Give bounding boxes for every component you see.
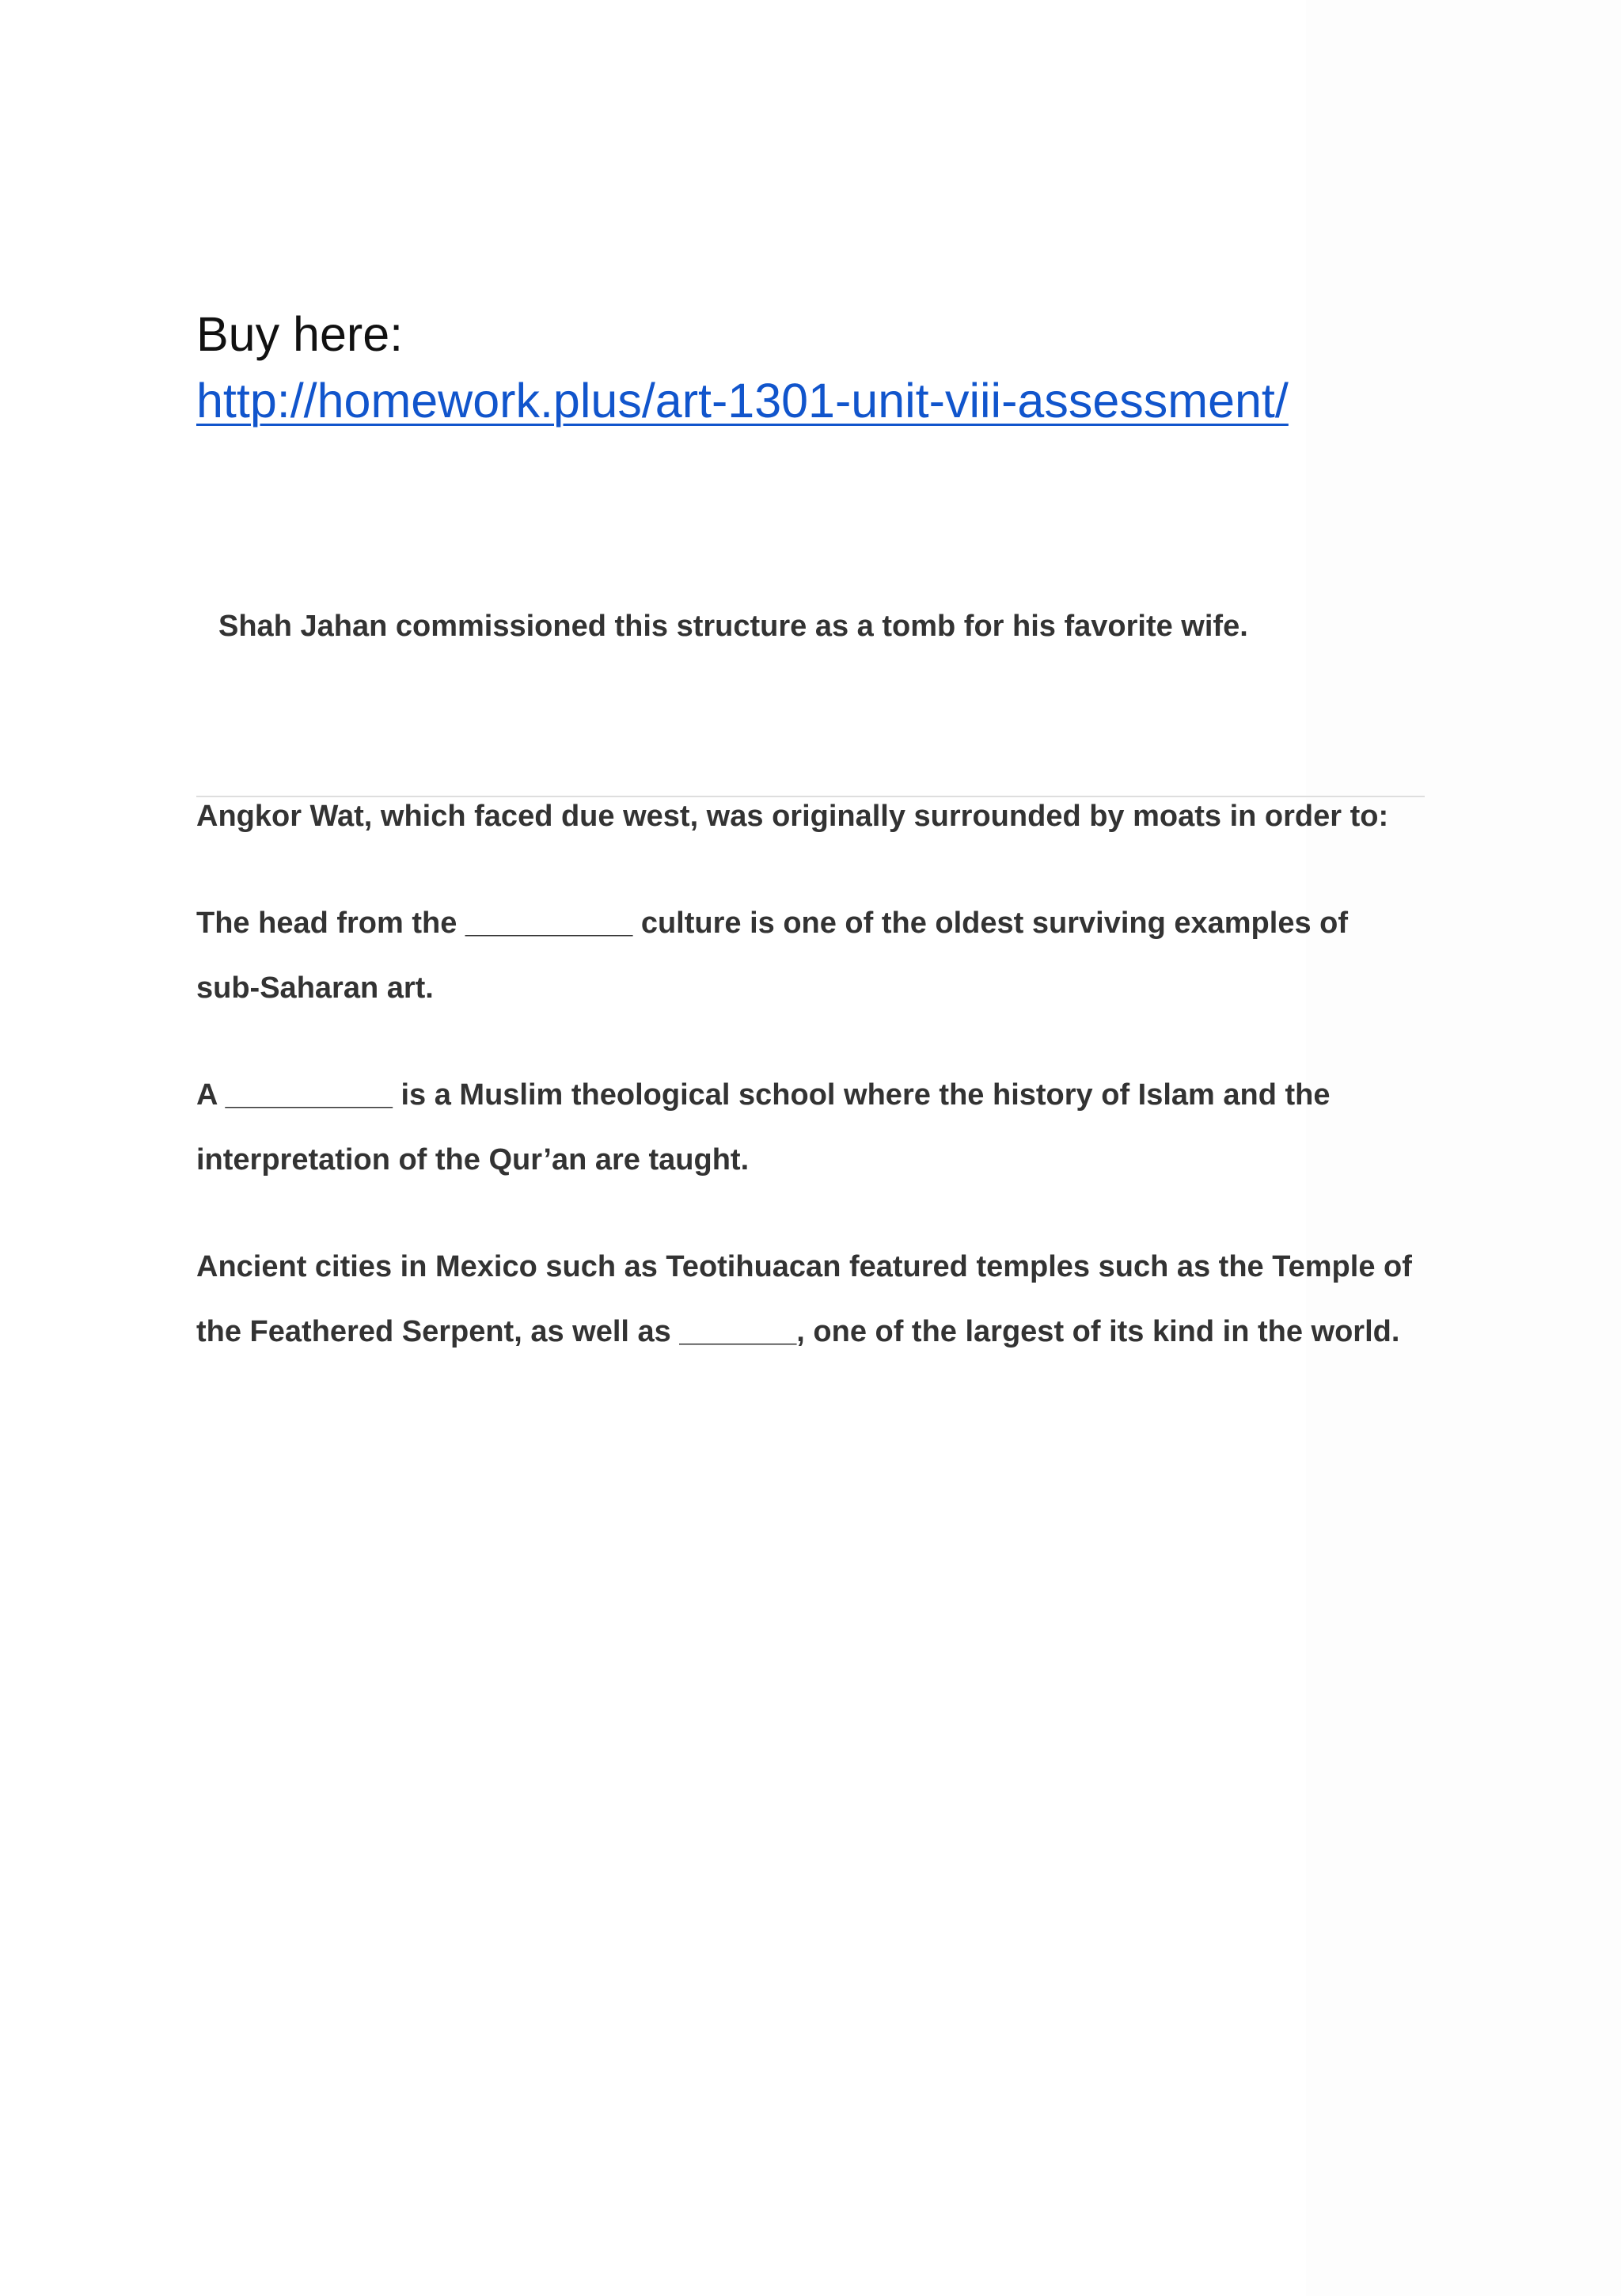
page-edge-shade (1306, 0, 1621, 2296)
question-teotihuacan-line-1: Ancient cities in Mexico such as Teotihuacan featured temples such as the Temple of (196, 1250, 1412, 1283)
question-shah-jahan: Shah Jahan commissioned this structure as a tomb for his favorite wife. (218, 610, 1248, 643)
buy-link[interactable]: http://homework.plus/art-1301-unit-viii-assessment/ (196, 374, 1289, 428)
question-angkor-wat: Angkor Wat, which faced due west, was originally surrounded by moats in order to: (196, 800, 1389, 833)
question-madrasa-line-2: interpretation of the Qur’an are taught. (196, 1143, 750, 1177)
question-teotihuacan-line-2: the Feathered Serpent, as well as _______, one of the largest of its kind in the world. (196, 1315, 1400, 1348)
section-divider (196, 796, 1425, 797)
question-head-culture-line-2: sub-Saharan art. (196, 971, 434, 1005)
buy-here-label: Buy here: (196, 307, 404, 361)
question-madrasa-line-1: A __________ is a Muslim theological school where the history of Islam and the (196, 1078, 1331, 1112)
question-head-culture-line-1: The head from the __________ culture is one of the oldest surviving examples of (196, 907, 1349, 940)
